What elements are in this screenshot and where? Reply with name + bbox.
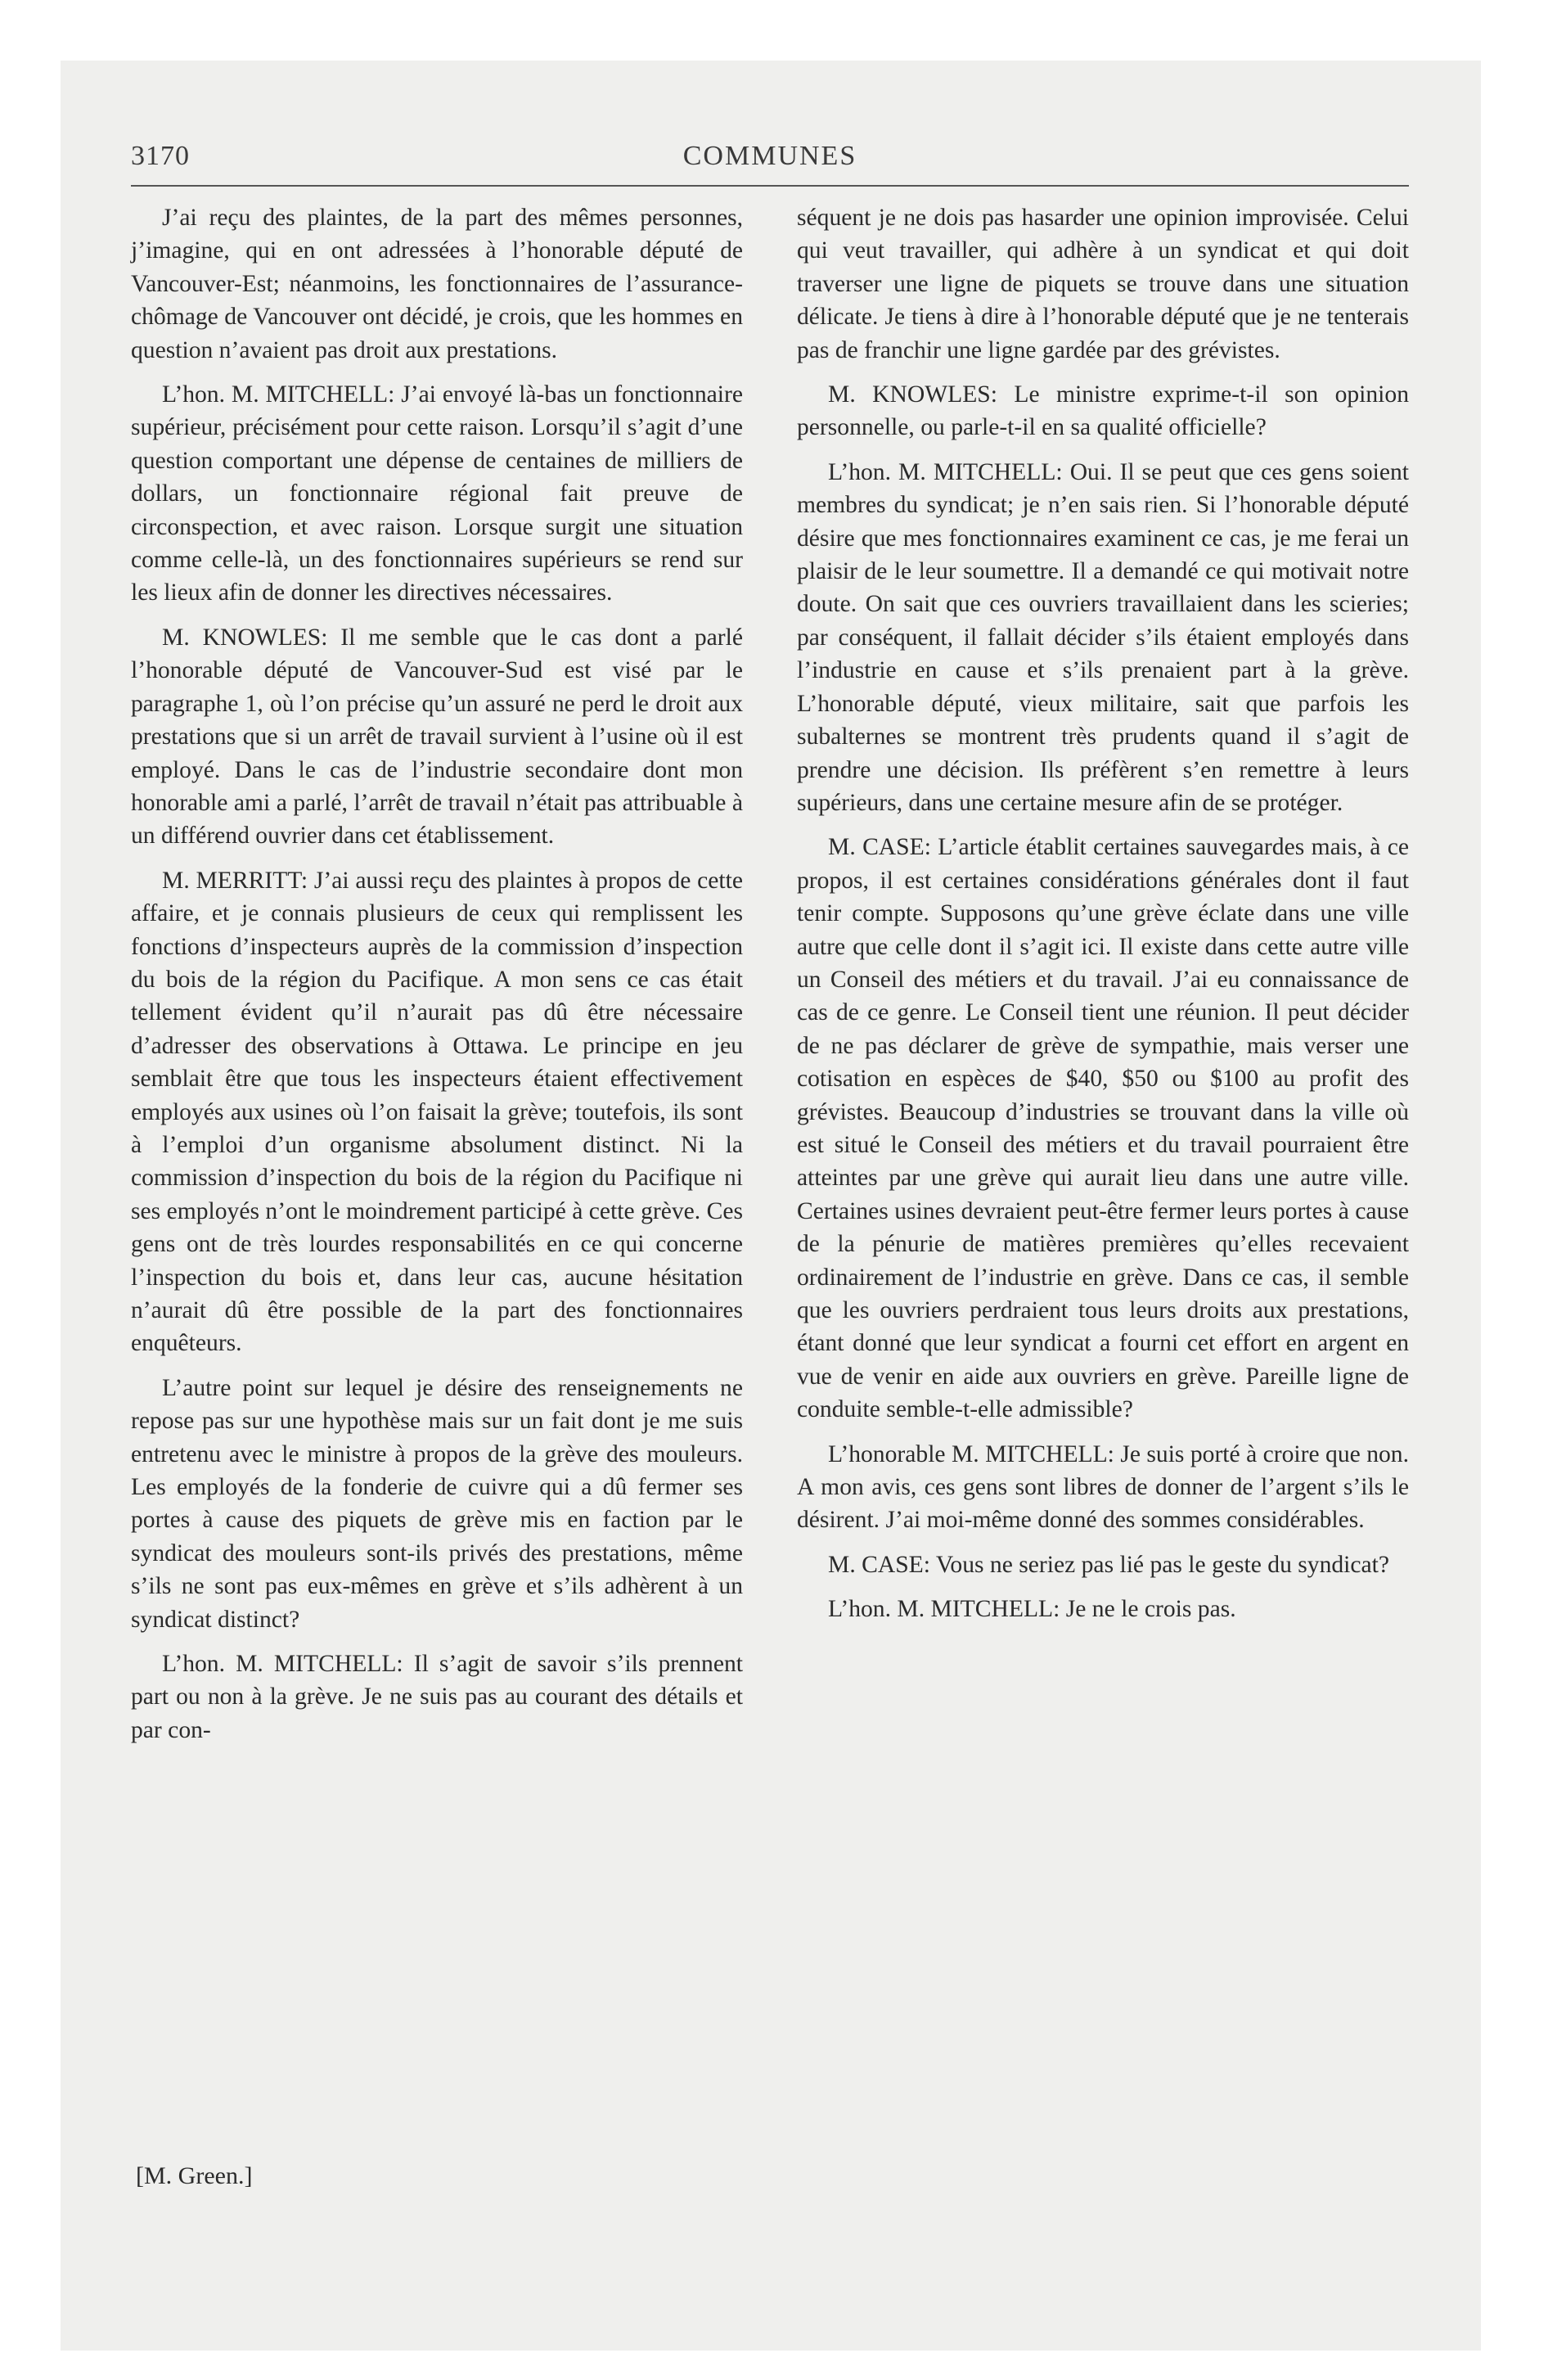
paragraph: J’ai reçu des plaintes, de la part des mêmes personnes, j’imagine, qui en ont adressées à l’honorable député de Vancouver-Est; néanmoins, les fonctionnaires de l’assurance-chômage de Vancouver ont décidé, je crois, que les hommes en question n’avaient pas droit aux prestations. [131, 205, 743, 363]
left-column [131, 201, 743, 1758]
page-header [131, 141, 1409, 183]
paragraph: M. CASE: Vous ne seriez pas lié pas le geste du syndicat? [828, 1551, 1390, 1578]
paragraph: L’autre point sur lequel je désire des renseignements ne repose pas sur une hypothèse mais sur un fait dont je me suis entretenu avec le ministre à propos de la grève des mouleurs. Les employés de la fonderie de cuivre qui a dû fermer ses portes à cause des piquets de grève mis en faction par le syndicat des mouleurs sont-ils privés des prestations, même s’ils ne sont pas eux-mêmes en grève et s’ils adhèrent à un syndicat distinct? [131, 1374, 743, 1633]
paragraph: M. KNOWLES: Il me semble que le cas dont a parlé l’honorable député de Vancouver-Sud est visé par le paragraphe 1, où l’on précise qu’un assuré ne perd le droit aux prestations que si un arrêt de travail survient à l’usine où il est employé. Dans le cas de l’industrie secondaire dont mon honorable ami a parlé, l’arrêt de travail n’était pas attribuable à un différend ouvrier dans cet établissement. [131, 624, 743, 850]
paragraph: L’hon. M. MITCHELL: J’ai envoyé là-bas un fonctionnaire supérieur, précisément pour cette raison. Lorsqu’il s’agit d’une question comportant une dépense de centaines de milliers de dollars, un fonctionnaire régional fait preuve de circonspection, et avec raison. Lorsque surgit une situation comme celle-là, un des fonctionnaires supérieurs se rend sur les lieux afin de donner les directives nécessaires. [131, 381, 743, 606]
paragraph: M. CASE: L’article établit certaines sauvegardes mais, à ce propos, il est certaines considérations générales dont il faut tenir compte. Supposons qu’une grève éclate dans une ville autre que celle dont il s’agit ici. Il existe dans cette autre ville un Conseil des métiers et du travail. J’ai eu connaissance de cas de ce genre. Le Conseil tient une réunion. Il peut décider de ne pas déclarer de grève de sympathie, mais verser une cotisation en espèces de $40, $50 ou $100 au profit des grévistes. Beaucoup d’industries se trouvant dans la ville où est situé le Conseil des métiers et du travail pourraient être atteintes par une grève qui aurait lieu dans une autre ville. Certaines usines devraient peut-être fermer leurs portes à cause de la pénurie de matières premières qu’elles recevaient ordinairement de l’industrie en grève. Dans ce cas, il semble que les ouvriers perdraient tous leurs droits aux prestations, étant donné que leur syndicat a fourni cet effort en argent en vue de venir en aide aux ouvriers en grève. Pareille ligne de conduite semble-t-elle admissible? [797, 834, 1409, 1423]
paragraph: M. KNOWLES: Le ministre exprime-t-il son opinion personnelle, ou parle-t-il en sa qualité officielle? [797, 381, 1409, 441]
right-column [797, 201, 1409, 1638]
paragraph-continuation: séquent je ne dois pas hasarder une opinion improvisée. Celui qui veut travailler, qui adhère à un syndicat et qui doit traverser une ligne de piquets se trouve dans une situation délicate. Je tiens à dire à l’honorable député que je ne tenterais pas de franchir une ligne gardée par des grévistes. [797, 205, 1409, 363]
paragraph: L’hon. M. MITCHELL: Je ne le crois pas. [828, 1596, 1236, 1623]
speaker-signature: [M. Green.] [136, 2162, 253, 2189]
paragraph: M. MERRITT: J’ai aussi reçu des plaintes à propos de cette affaire, et je connais plusieurs de ceux qui remplissent les fonctions d’inspecteurs auprès de la commission d’inspection du bois de la région du Pacifique. A mon sens ce cas était tellement évident qu’il n’aurait pas dû être nécessaire d’adresser des observations à Ottawa. Le principe en jeu semblait être que tous les inspecteurs étaient effectivement employés aux usines où l’on faisait la grève; toutefois, ils sont à l’emploi d’un organisme absolument distinct. Ni la commission d’inspection du bois de la région du Pacifique ni ses employés n’ont le moindrement participé à cette grève. Ces gens ont de très lourdes responsabilités en ce qui concerne l’inspection du bois et, dans leur cas, aucune hésitation n’aurait dû être possible de la part des fonctionnaires enquêteurs. [131, 867, 743, 1357]
header-rule [131, 185, 1409, 187]
paragraph: L’hon. M. MITCHELL: Il s’agit de savoir s’ils prennent part ou non à la grève. Je ne suis pas au courant des détails et par con- [131, 1651, 743, 1743]
paragraph: L’honorable M. MITCHELL: Je suis porté à croire que non. A mon avis, ces gens sont libres de donner de l’argent s’ils le désirent. J’ai moi-même donné des sommes considérables. [797, 1440, 1409, 1534]
page-number: 3170 [131, 141, 190, 171]
running-head: COMMUNES [682, 141, 857, 171]
paragraph: L’hon. M. MITCHELL: Oui. Il se peut que ces gens soient membres du syndicat; je n’en sais rien. Si l’honorable député désire que mes fonctionnaires examinent ce cas, je me ferai un plaisir de le leur soumettre. Il a demandé ce qui motivait notre doute. On sait que ces ouvriers travaillaient dans les scieries; par conséquent, il fallait décider s’ils étaient employés dans l’industrie en cause et s’ils prenaient part à la grève. L’honorable député, vieux militaire, sait que parfois les subalternes se montrent très prudents quand il s’agit de prendre une décision. Ils préfèrent s’en remettre à leurs supérieurs, dans une certaine mesure afin de se protéger. [797, 458, 1409, 816]
